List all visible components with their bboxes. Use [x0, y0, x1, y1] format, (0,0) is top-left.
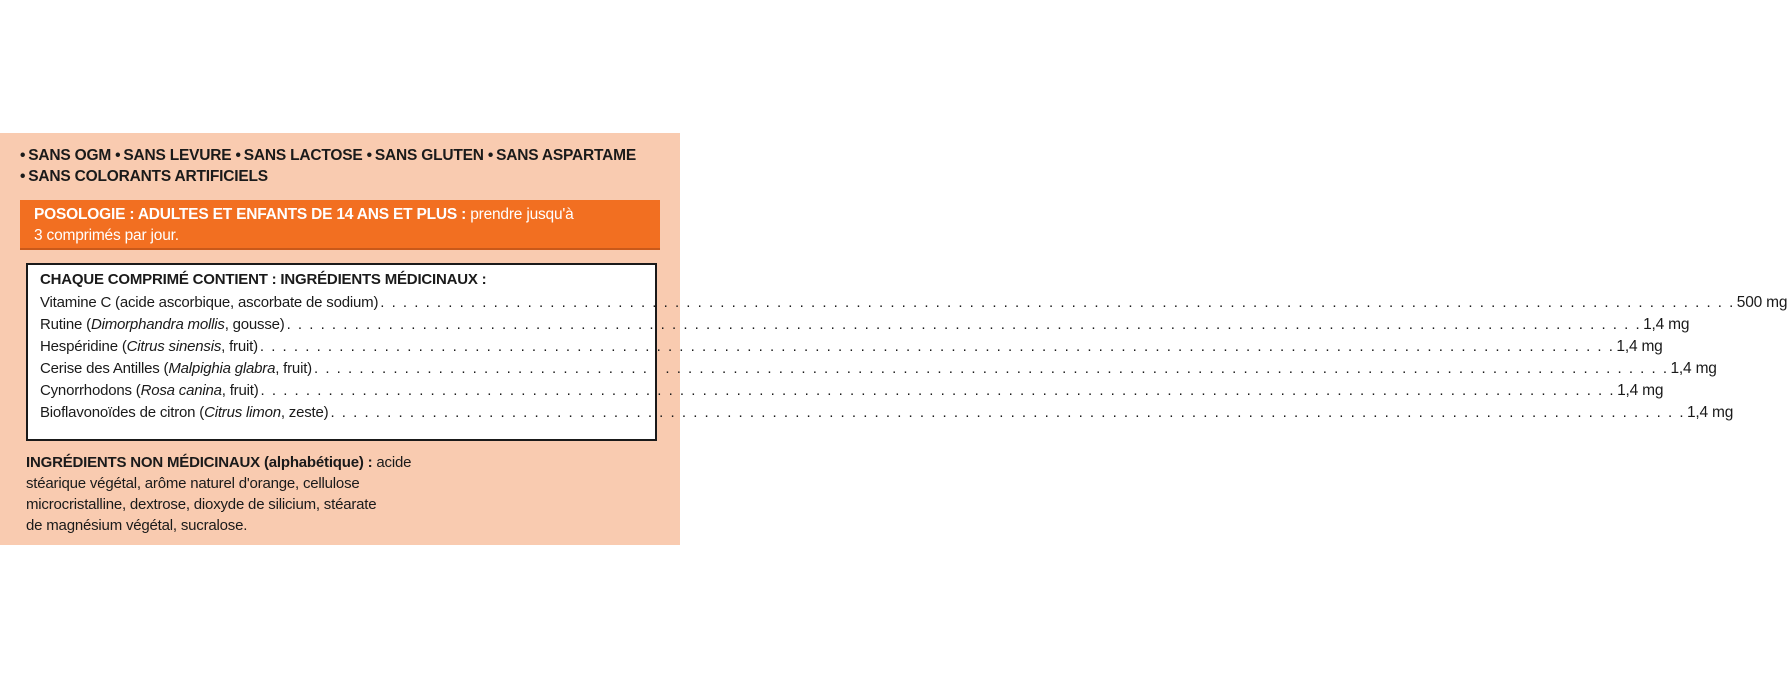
claim — [20, 168, 268, 185]
ingredient-name-text: Hespéridine ( — [40, 338, 127, 355]
ingredient-name-text: , fruit) — [275, 360, 312, 377]
ingredient-name-text: Bioflavonoïdes de citron ( — [40, 404, 205, 421]
ingredient-name-text: , fruit) — [221, 338, 258, 355]
ingredient-row — [40, 314, 1690, 336]
dot-leader: . . . . . . . . . . . . . . . . . . . . . . . . . . . . . . . . . . . . . . . . . . . . . . . . . . . . . . . . . . . . . . . . . . . . . . . . . . . . . . . . . . . . . . . . . . . . . . . . . . . . . . . . . . . . . . . . . . . . . . . . — [260, 382, 1616, 399]
ingredient-row — [40, 336, 1663, 358]
nmi-line-1 — [26, 452, 446, 473]
ingredient-row — [40, 292, 1787, 314]
ingredient-dose: 1,4 mg — [1670, 360, 1717, 377]
nmi-line-2: stéarique végétal, arôme naturel d'orange, cellulose — [26, 475, 360, 492]
ingredient-name-text: , gousse) — [224, 316, 285, 333]
ingredient-name-text: , zeste) — [280, 404, 329, 421]
medicinal-heading: CHAQUE COMPRIMÉ CONTIENT : INGRÉDIENTS MÉDICINAUX : — [40, 271, 487, 288]
ingredient-name — [40, 380, 259, 402]
ingredient-dose: 500 mg — [1736, 294, 1787, 311]
ingredient-name — [40, 336, 258, 358]
nmi-line-3: microcristalline, dextrose, dioxyde de silicium, stéarate — [26, 496, 377, 513]
dot-leader: . . . . . . . . . . . . . . . . . . . . . . . . . . . . . . . . . . . . . . . . . . . . . . . . . . . . . . . . . . . . . . . . . . . . . . . . . . . . . . . . . . . . . . . . . . . . . . . . . . . . . . . . . . . . . . . . . . . . . . . . — [330, 404, 1685, 421]
ingredient-row — [40, 402, 1734, 424]
dosage-line-1 — [34, 204, 648, 225]
ingredient-latin-name: Citrus limon — [204, 404, 281, 421]
bullet: • — [235, 147, 241, 164]
ingredient-latin-name: Citrus sinensis — [126, 338, 222, 355]
medicinal-ingredients-box — [26, 263, 1787, 441]
ingredient-name-text: Vitamine C (acide ascorbique, ascorbate de sodium) — [40, 294, 379, 311]
claims-line-2 — [20, 166, 660, 187]
claims-line-1 — [20, 145, 660, 166]
claim-label: SANS LACTOSE — [243, 147, 363, 164]
nmi-text: acide — [372, 454, 412, 471]
claim-label: SANS COLORANTS ARTIFICIELS — [28, 168, 268, 185]
ingredient-name — [40, 314, 285, 336]
claim — [20, 147, 111, 164]
dot-leader: . . . . . . . . . . . . . . . . . . . . . . . . . . . . . . . . . . . . . . . . . . . . . . . . . . . . . . . . . . . . . . . . . . . . . . . . . . . . . . . . . . . . . . . . . . . . . . . . . . . . . . . . . . . . . . . . . . . . . . . . — [380, 294, 1735, 311]
nmi-line-4: de magnésium végétal, sucralose. — [26, 517, 248, 534]
claim-label: SANS GLUTEN — [374, 147, 484, 164]
dosage-banner — [20, 200, 660, 250]
bullet: • — [115, 147, 121, 164]
ingredient-dose: 1,4 mg — [1616, 338, 1663, 355]
dot-leader: . . . . . . . . . . . . . . . . . . . . . . . . . . . . . . . . . . . . . . . . . . . . . . . . . . . . . . . . . . . . . . . . . . . . . . . . . . . . . . . . . . . . . . . . . . . . . . . . . . . . . . . . . . . . . . . . . . . . . . . . — [259, 338, 1615, 355]
ingredient-name — [40, 358, 312, 380]
claim-label: SANS ASPARTAME — [496, 147, 636, 164]
ingredient-latin-name: Rosa canina — [140, 382, 222, 399]
ingredient-name-text: Rutine ( — [40, 316, 91, 333]
dosage-text: prendre jusqu'à — [466, 206, 574, 223]
bullet: • — [487, 147, 494, 164]
ingredient-name-text: , fruit) — [221, 382, 259, 399]
non-medicinal-ingredients — [26, 452, 446, 536]
dosage-heading: POSOLOGIE : ADULTES ET ENFANTS DE 14 ANS ET PLUS : — [34, 206, 467, 223]
claim-label: SANS OGM — [28, 147, 112, 164]
ingredient-list — [40, 292, 1787, 424]
claim — [115, 147, 231, 164]
claim — [488, 147, 636, 164]
bullet: • — [20, 147, 26, 164]
dot-leader: . . . . . . . . . . . . . . . . . . . . . . . . . . . . . . . . . . . . . . . . . . . . . . . . . . . . . . . . . . . . . . . . . . . . . . . . . . . . . . . . . . . . . . . . . . . . . . . . . . . . . . . . . . . . . . . . . . . . . . . . — [286, 316, 1642, 333]
ingredient-latin-name: Malpighia glabra — [168, 360, 276, 377]
ingredient-name-text: Cerise des Antilles ( — [40, 360, 169, 377]
ingredient-latin-name: Dimorphandra mollis — [90, 316, 225, 333]
bullet: • — [20, 168, 26, 185]
bullet: • — [366, 147, 372, 164]
ingredient-dose: 1,4 mg — [1687, 404, 1734, 421]
claim-label: SANS LEVURE — [123, 147, 232, 164]
claim — [367, 147, 484, 164]
free-from-claims — [20, 145, 660, 187]
ingredient-name — [40, 402, 328, 424]
ingredient-row — [40, 358, 1717, 380]
ingredient-dose: 1,4 mg — [1643, 316, 1690, 333]
claim — [236, 147, 363, 164]
nmi-heading: INGRÉDIENTS NON MÉDICINAUX (alphabétique) : — [26, 454, 373, 471]
dot-leader: . . . . . . . . . . . . . . . . . . . . . . . . . . . . . . . . . . . . . . . . . . . . . . . . . . . . . . . . . . . . . . . . . . . . . . . . . . . . . . . . . . . . . . . . . . . . . . . . . . . . . . . . . . . . . . . . . . . . . . . . — [313, 360, 1669, 377]
ingredient-name-text: Cynorrhodons ( — [40, 382, 141, 399]
dosage-line-2: 3 comprimés par jour. — [34, 227, 179, 244]
ingredient-dose: 1,4 mg — [1617, 382, 1664, 399]
ingredient-name — [40, 292, 378, 314]
ingredient-row — [40, 380, 1664, 402]
